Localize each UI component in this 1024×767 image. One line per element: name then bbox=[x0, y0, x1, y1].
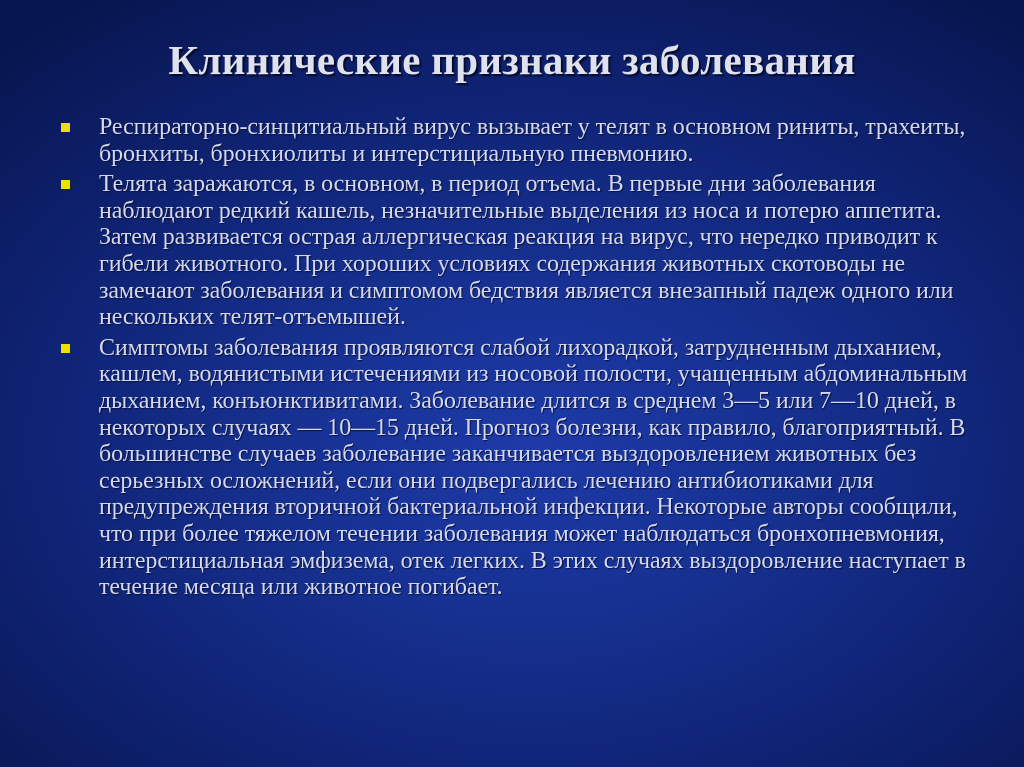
square-bullet-icon bbox=[61, 180, 70, 189]
bullet-list bbox=[60, 114, 970, 605]
bullet-text: Телята заражаются, в основном, в период отъема. В первые дни заболевания наблюдают редкий кашель, незначительные выделения из носа и потерю аппетита. Затем развивается острая аллергическая реакция на вирус, что нередко приводит к гибели животного. При хороших условиях содержания животных скотоводы не замечают заболевания и симптомом бедствия является внезапный падеж одного или нескольких телят-отъемышей. bbox=[99, 171, 954, 331]
bullet-text: Симптомы заболевания проявляются слабой лихорадкой, затрудненным дыханием, кашлем, водянистыми истечениями из носовой полости, учащенным абдоминальным дыханием, конъюнктивитами. Заболевание длится в среднем 3—5 или 7—10 дней, в некоторых случаях — 10—15 дней. Прогноз болезни, как правило, благоприятный. В большинстве случаев заболевание заканчивается выздоровлением животных без серьезных осложнений, если они подвергались лечению антибиотиками для предупреждения вторичной бактериальной инфекции. Некоторые авторы сообщили, что при более тяжелом течении заболевания может наблюдаться бронхопневмония, интерстициальная эмфизема, отек легких. В этих случаях выздоровление наступает в течение месяца или животное погибает. bbox=[99, 334, 968, 601]
bullet-text: Респираторно-синцитиальный вирус вызывает у телят в основном риниты, трахеиты, бронхиты, бронхиолиты и интерстициальную пневмонию. bbox=[99, 114, 966, 167]
bullet-item bbox=[60, 335, 970, 601]
bullet-item bbox=[60, 171, 970, 331]
square-bullet-icon bbox=[61, 123, 70, 132]
square-bullet-icon bbox=[61, 344, 70, 353]
bullet-item bbox=[60, 114, 970, 167]
slide-title: Клинические признаки заболевания bbox=[168, 37, 856, 83]
